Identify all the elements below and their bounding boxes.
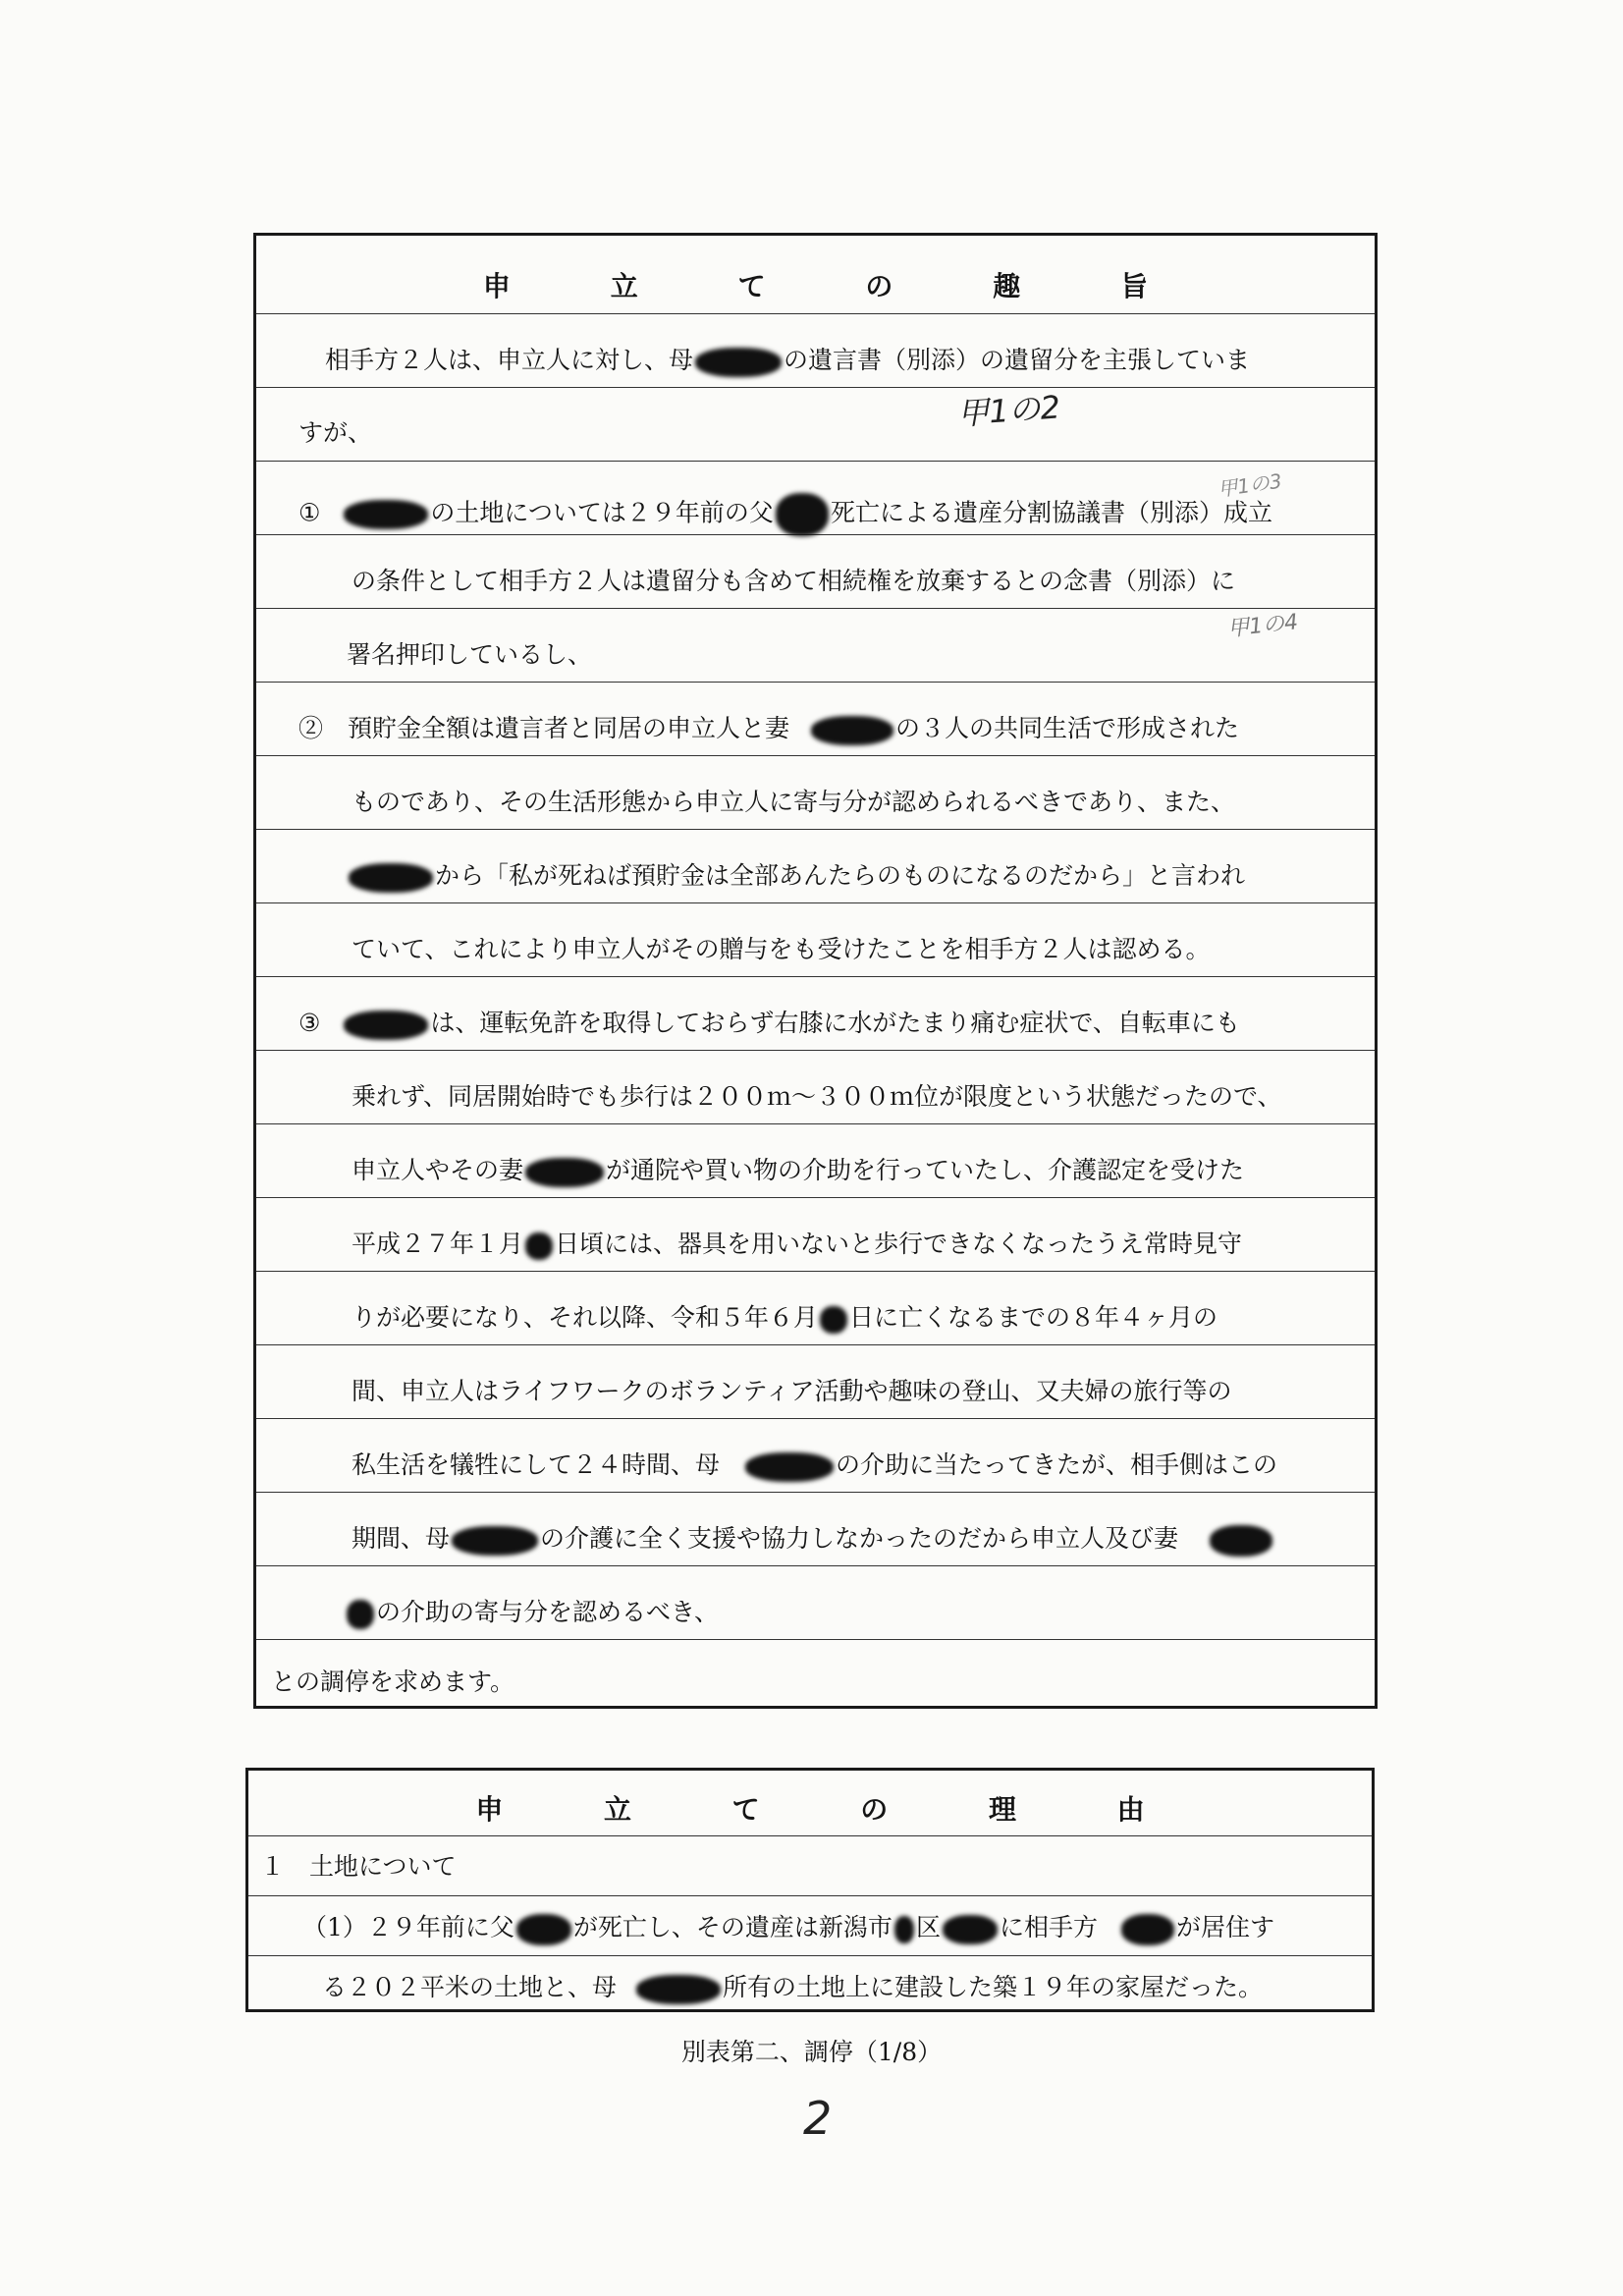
text-segment: 日に亡くなるまでの８年４ヶ月の xyxy=(849,1303,1218,1332)
text-segment: すが、 xyxy=(298,418,373,447)
handwritten-page-number: 2 xyxy=(803,2092,833,2145)
text-segment: る２０２平米の土地と、母 xyxy=(322,1973,618,2001)
handwritten-exhibit-note: 甲1の4 xyxy=(1226,610,1300,642)
text-segment: ものであり、その生活形態から申立人に寄与分が認められるべきであり、また、 xyxy=(352,788,1236,816)
text-segment: ② 預貯金全額は遺言者と同居の申立人と妻 xyxy=(298,714,790,742)
text-line xyxy=(260,1852,457,1882)
title-char: て xyxy=(737,270,766,302)
rule-line xyxy=(248,1955,1372,1956)
rule-line xyxy=(248,1895,1372,1896)
text-segment: の土地については２９年前の父 xyxy=(430,498,774,527)
redaction xyxy=(344,500,428,529)
title-char: 理 xyxy=(988,1793,1016,1826)
text-segment: が死亡し、その遺産は新潟市 xyxy=(572,1913,893,1941)
text-segment: 日頃には、器具を用いないと歩行できなくなったうえ常時見守 xyxy=(555,1230,1243,1258)
text-segment: の３人の共同生活で形成された xyxy=(895,714,1240,742)
text-line xyxy=(302,1913,1274,1945)
text-line xyxy=(352,567,1235,596)
rule-line xyxy=(256,755,1375,756)
title-char: 由 xyxy=(1116,1793,1145,1826)
text-segment: 死亡による遺産分割協議書（別添）成立 xyxy=(830,498,1272,527)
text-line xyxy=(352,1156,1244,1187)
text-segment: が通院や買い物の介助を行っていたし、介護認定を受けた xyxy=(606,1156,1245,1184)
page-footer: 別表第二、調停（1/8） xyxy=(680,2038,943,2066)
text-line xyxy=(345,1598,719,1629)
petition-reason-title xyxy=(248,1788,1372,1828)
text-line xyxy=(352,1524,1274,1557)
redaction xyxy=(820,1306,847,1334)
title-char: の xyxy=(860,1793,889,1826)
text-segment: の介護に全く支援や協力しなかったのだから申立人及び妻 xyxy=(540,1524,1179,1553)
rule-line xyxy=(256,1418,1375,1419)
rule-line xyxy=(256,902,1375,903)
text-segment: から「私が死ねば預貯金は全部あんたらのものになるのだから」と言われ xyxy=(435,861,1246,890)
text-segment: は、運転免許を取得しておらず右膝に水がたまり痛む症状で、自転車にも xyxy=(430,1009,1240,1037)
rule-line xyxy=(256,461,1375,462)
redaction xyxy=(344,1011,428,1040)
redaction xyxy=(452,1526,538,1556)
text-segment: りが必要になり、それ以降、令和５年６月 xyxy=(352,1303,819,1332)
title-char: 立 xyxy=(610,270,638,302)
redaction xyxy=(776,493,829,536)
redaction xyxy=(894,1916,914,1943)
text-segment: ③ xyxy=(298,1009,321,1037)
text-segment: が居住す xyxy=(1175,1913,1274,1941)
redaction xyxy=(516,1914,571,1945)
text-segment: 所有の土地上に建設した築１９年の家屋だった。 xyxy=(723,1973,1264,2001)
text-line xyxy=(347,640,592,670)
title-char: て xyxy=(731,1793,760,1826)
rule-line xyxy=(256,1123,1375,1124)
text-segment: 申立人やその妻 xyxy=(352,1156,524,1184)
text-line xyxy=(352,1082,1282,1112)
text-line xyxy=(352,1377,1232,1406)
redaction xyxy=(347,1600,374,1629)
redaction xyxy=(745,1452,834,1482)
text-segment: の条件として相手方２人は遺留分も含めて相続権を放棄するとの念書（別添）に xyxy=(352,567,1236,595)
text-segment: （1）２９年前に父 xyxy=(302,1913,514,1941)
petition-reason-box xyxy=(245,1768,1375,2012)
text-line xyxy=(298,493,1272,536)
handwritten-exhibit-note: 甲1の2 xyxy=(955,388,1062,433)
rule-line xyxy=(256,1639,1375,1640)
petition-purpose-title xyxy=(256,265,1375,304)
rule-line xyxy=(256,1492,1375,1493)
rule-line xyxy=(256,387,1375,388)
title-char: 申 xyxy=(475,1793,504,1826)
redaction xyxy=(525,1158,604,1187)
text-line xyxy=(298,1009,1240,1040)
text-line xyxy=(322,1973,1263,2004)
text-line xyxy=(298,714,1239,745)
rule-line xyxy=(256,313,1375,314)
rule-line xyxy=(248,1835,1372,1836)
text-segment: 間、申立人はライフワークのボランティア活動や趣味の登山、又夫婦の旅行等の xyxy=(352,1377,1232,1405)
rule-line xyxy=(256,1271,1375,1272)
redaction xyxy=(811,716,893,745)
text-segment: の介助に当たってきたが、相手側はこの xyxy=(836,1450,1278,1479)
redaction xyxy=(1210,1525,1272,1557)
redaction xyxy=(349,863,433,893)
redaction xyxy=(943,1915,998,1944)
handwritten-exhibit-note: 甲1の3 xyxy=(1216,468,1284,502)
rule-line xyxy=(256,976,1375,977)
text-segment: に相手方 xyxy=(999,1913,1098,1941)
text-line xyxy=(352,935,1211,964)
text-line xyxy=(352,1230,1242,1260)
text-segment: ① xyxy=(298,498,321,527)
title-char: の xyxy=(865,270,893,302)
text-line xyxy=(298,418,372,448)
rule-line xyxy=(256,1197,1375,1198)
petition-purpose-box xyxy=(253,233,1378,1709)
text-line xyxy=(352,1450,1277,1482)
title-char: 趣 xyxy=(993,270,1021,302)
text-line xyxy=(352,788,1235,817)
text-segment: 期間、母 xyxy=(352,1524,451,1553)
text-segment: ていて、これにより申立人がその贈与をも受けたことを相手方２人は認める。 xyxy=(352,935,1211,963)
title-char: 旨 xyxy=(1120,270,1149,302)
text-line xyxy=(352,1303,1217,1334)
text-segment: との調停を求めます。 xyxy=(271,1667,515,1696)
text-line xyxy=(325,346,1250,377)
text-segment: 区 xyxy=(915,1913,941,1941)
text-segment: の遺言書（別添）の遺留分を主張していま xyxy=(784,346,1251,374)
redaction xyxy=(1121,1914,1174,1945)
rule-line xyxy=(256,1565,1375,1566)
text-segment: の介助の寄与分を認めるべき、 xyxy=(376,1598,720,1626)
text-segment: 平成２７年１月 xyxy=(352,1230,524,1258)
text-line xyxy=(347,861,1245,893)
text-line xyxy=(271,1667,514,1697)
title-char: 立 xyxy=(603,1793,631,1826)
rule-line xyxy=(256,682,1375,683)
rule-line xyxy=(256,829,1375,830)
text-segment: 署名押印しているし、 xyxy=(347,640,593,669)
text-segment: １ 土地について xyxy=(260,1852,457,1881)
redaction xyxy=(636,1975,721,2004)
rule-line xyxy=(256,1344,1375,1345)
redaction xyxy=(525,1232,553,1260)
text-segment: 乗れず、同居開始時でも歩行は２００ｍ～３００ｍ位が限度という状態だったので、 xyxy=(352,1082,1282,1111)
redaction xyxy=(695,348,782,377)
rule-line xyxy=(256,1050,1375,1051)
title-char: 申 xyxy=(482,270,511,302)
rule-line xyxy=(256,608,1375,609)
text-segment: 私生活を犠牲にして２４時間、母 xyxy=(352,1450,721,1479)
text-segment: 相手方２人は、申立人に対し、母 xyxy=(325,346,694,374)
